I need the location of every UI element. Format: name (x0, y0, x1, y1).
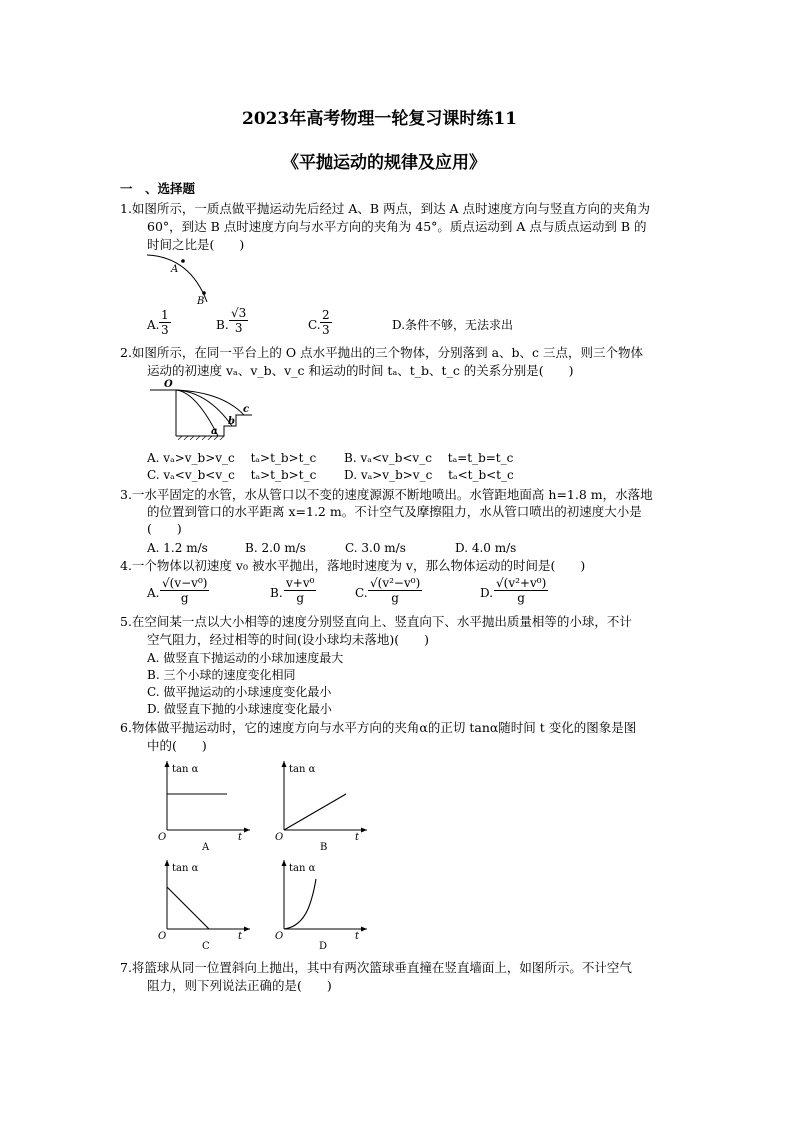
q4-opt-d-prefix: D. (480, 586, 494, 600)
q2-line1: 2.如图所示，在同一平台上的 O 点水平抛出的三个物体，分别落到 a、b、c 三点，则三个物体 (120, 345, 644, 360)
q4-opt-a-num: √(v−v⁰) (162, 576, 208, 590)
q2-opt-b: B. vₐ<v_b<v_c tₐ=t_b=t_c (344, 451, 514, 465)
q2-label-o: O (164, 379, 173, 390)
q4-line1: 4.一个物体以初速度 v₀ 被水平抛出，落地时速度为 v，那么物体运动的时间是( ) (120, 558, 586, 573)
q4-opt-d-fraction (494, 576, 548, 605)
q4-opt-a-fraction (160, 576, 209, 605)
q6-graph-b (272, 758, 372, 853)
q2-label-c: c (243, 404, 250, 415)
q3-line1: 3.一水平固定的水管，水从管口以不变的速度源源不断地喷出。水管距地面高 h=1.8 m，水落地 (120, 487, 653, 502)
q1-label-b: B (197, 296, 205, 307)
q2-opt-c: C. vₐ<v_b<v_c tₐ>t_b>t_c (147, 468, 317, 482)
q6-graph-c (155, 857, 255, 952)
q1-opt-b-den: 3 (234, 321, 243, 335)
q1-opt-b-prefix: B. (216, 318, 229, 332)
q6-graph-c-xlabel: t (238, 931, 243, 942)
q6-graph-d-ylabel: tan α (289, 863, 316, 874)
q6-graph-a-label: A (202, 842, 210, 853)
q6-graph-d (272, 857, 372, 952)
q3-line3: ( ) (147, 521, 182, 536)
q5-opt-a: A. 做竖直下抛运动的小球加速度最大 (147, 651, 344, 665)
q5-opt-b: B. 三个小球的速度变化相同 (147, 668, 296, 682)
q6-graph-d-label: D (319, 941, 328, 952)
q3-opt-c: C. 3.0 m/s (345, 541, 406, 555)
q5-opt-d: D. 做竖直下抛的小球速度变化最小 (147, 702, 332, 716)
q4-opt-a-den: g (180, 591, 189, 605)
q3-opt-d: D. 4.0 m/s (455, 541, 517, 555)
page-title: 2023年高考物理一轮复习课时练11 (242, 109, 517, 129)
section-heading: 一 、选择题 (120, 181, 196, 196)
q7-line1: 7.将篮球从同一位置斜向上抛出，其中有两次篮球垂直撞在竖直墙面上，如图所示。不计空气 (120, 960, 632, 975)
q2-platform-figure (148, 378, 258, 440)
page-subtitle: 《平抛运动的规律及应用》 (282, 153, 486, 173)
q1-opt-d: D.条件不够，无法求出 (392, 318, 514, 332)
q1-label-a: A (171, 264, 179, 275)
q4-opt-b-fraction (284, 576, 316, 605)
q1-opt-c-fraction (320, 308, 332, 337)
q1-opt-b-num: √3 (231, 306, 247, 320)
q1-line2: 60°，到达 B 点时速度方向与水平方向的夹角为 45°。质点运动到 A 点与质点运动到 B 的 (147, 219, 647, 234)
q4-opt-b-den: g (296, 591, 305, 605)
q6-graph-d-xlabel: t (355, 931, 360, 942)
q6-line1: 6.物体做平抛运动时，它的速度方向与水平方向的夹角α的正切 tanα随时间 t 变化的图象是图 (120, 720, 637, 735)
q4-opt-c-prefix: C. (355, 586, 368, 600)
q4-opt-d-num: √(v²+v⁰) (496, 576, 547, 590)
q3-opt-a: A. 1.2 m/s (147, 541, 208, 555)
q1-opt-a-prefix: A. (147, 318, 160, 332)
q1-line3: 时间之比是( ) (147, 237, 245, 252)
q6-graph-d-origin: O (275, 931, 284, 942)
q5-line2: 空气阻力，经过相等的时间(设小球均未落地)( ) (147, 632, 430, 647)
q4-opt-c-num: √(v²−v⁰) (370, 576, 421, 590)
q1-trajectory-figure (145, 252, 225, 307)
q6-graph-c-origin: O (158, 931, 167, 942)
q6-graph-a (155, 758, 255, 853)
q1-opt-c-num: 2 (322, 308, 330, 322)
q1-opt-c-prefix: C. (308, 318, 321, 332)
q7-line2: 阻力，则下列说法正确的是( ) (147, 978, 332, 993)
q5-line1: 5.在空间某一点以大小相等的速度分别竖直向上、竖直向下、水平抛出质量相等的小球，不计 (120, 614, 632, 629)
q1-opt-b-fraction (229, 306, 248, 335)
q6-graph-a-xlabel: t (238, 832, 243, 843)
q6-graph-b-ylabel: tan α (289, 764, 316, 775)
q1-opt-a-fraction (159, 308, 171, 337)
q5-opt-c: C. 做平抛运动的小球速度变化最小 (147, 685, 332, 699)
q4-opt-b-num: v+v⁰ (286, 576, 315, 590)
q4-opt-b-prefix: B. (270, 586, 283, 600)
q6-graph-a-origin: O (158, 832, 167, 843)
q6-graph-c-ylabel: tan α (172, 863, 199, 874)
q6-graph-c-label: C (202, 941, 210, 952)
q3-line2: 的位置到管口的水平距离 x=1.2 m。不计空气及摩擦阻力，水从管口喷出的初速度大小是 (147, 504, 642, 519)
q2-line2: 运动的初速度 vₐ、v_b、v_c 和运动的时间 tₐ、t_b、t_c 的关系分别是( ) (147, 363, 574, 378)
q2-label-a: a (211, 426, 218, 437)
q2-label-b: b (228, 416, 235, 427)
q4-opt-c-fraction (368, 576, 422, 605)
q1-line1: 1.如图所示，一质点做平抛运动先后经过 A、B 两点，到达 A 点时速度方向与竖直方向的夹角为 (120, 201, 651, 216)
q6-graph-b-label: B (320, 842, 328, 853)
q3-opt-b: B. 2.0 m/s (245, 541, 306, 555)
q6-line2: 中的( ) (147, 738, 207, 753)
q1-opt-c-den: 3 (322, 323, 330, 337)
q1-opt-a-num: 1 (161, 308, 169, 322)
q6-graph-a-ylabel: tan α (172, 764, 199, 775)
q4-opt-c-den: g (391, 591, 399, 605)
q4-opt-a-prefix: A. (147, 586, 160, 600)
q4-opt-d-den: g (517, 591, 525, 605)
q6-graph-b-origin: O (275, 832, 284, 843)
q2-opt-d: D. vₐ>v_b>v_c tₐ<t_b<t_c (344, 468, 514, 482)
q2-opt-a: A. vₐ>v_b>v_c tₐ>t_b>t_c (147, 451, 317, 465)
q6-graph-b-xlabel: t (355, 832, 360, 843)
q1-opt-a-den: 3 (161, 323, 169, 337)
